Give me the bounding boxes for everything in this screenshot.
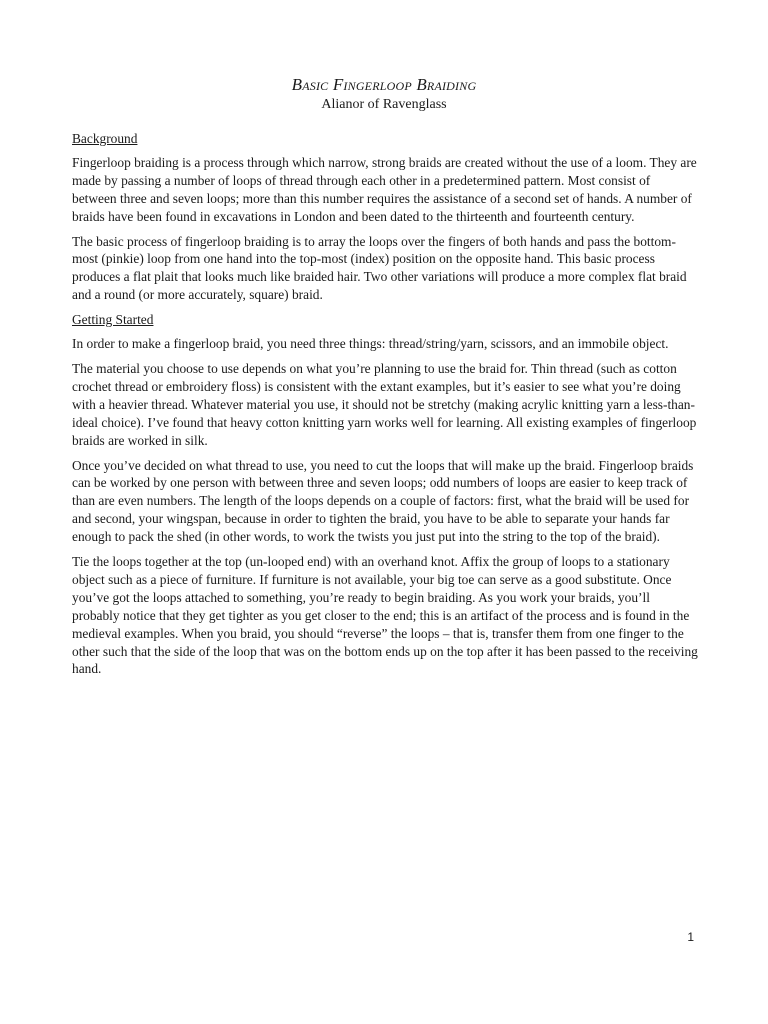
paragraph: Once you’ve decided on what thread to use, you need to cut the loops that will make up the braid. Fingerloop braids can be worked by one person with between three and seven loops; odd numbers of loops are easier to keep track of than are even numbers. The length of the loops depends on a couple of factors: first, what the braid will be used for and second, your wingspan, because in order to tighten the braid, you have to be able to separate your hands far enough to pack the shed (in other words, to work the twists you just put into the string to the top of the braid). <box>72 457 694 545</box>
section-heading-getting-started: Getting Started <box>72 312 154 328</box>
document-title: Basic Fingerloop Braiding <box>291 75 477 94</box>
paragraph: The basic process of fingerloop braiding is to array the loops over the fingers of both hands and pass the bottom-most (pinkie) loop from one hand into the top-most (index) position on the opposite hand. This basic process produces a flat plait that looks much like braided hair. Two other variations will produce a more complex flat braid and a round (or more accurately, square) braid. <box>72 233 687 303</box>
document-body <box>72 130 698 685</box>
page-number: 1 <box>687 930 694 944</box>
paragraph: In order to make a fingerloop braid, you need three things: thread/string/yarn, scissors, and an immobile object. <box>72 336 669 352</box>
paragraph: Fingerloop braiding is a process through which narrow, strong braids are created without the use of a loom. They are made by passing a number of loops of thread through each other in a predetermined pattern. Most consist of between three and seven loops; more than this number requires the assistance of a second set of hands. A number of braids have been found in excavations in London and been dated to the thirteenth and fourteenth century. <box>72 154 697 224</box>
section-heading-background: Background <box>72 131 138 146</box>
paragraph: Tie the loops together at the top (un-looped end) with an overhand knot. Affix the group of loops to a stationary object such as a piece of furniture. If furniture is not available, your big toe can serve as a good substitute. Once you’ve got the loops attached to something, you’re ready to begin braiding. As you work your braids, you’ll probably notice that they get tighter as you get closer to the end; this is an artifact of the process and is found in the medieval examples. When you braid, you should “reverse” the loops – that is, transfer them from one finger to the other such that the side of the loop that was on the bottom ends up on the top after it has been passed to the receiving hand. <box>72 554 698 677</box>
document-author: Alianor of Ravenglass <box>321 97 447 112</box>
paragraph: The material you choose to use depends on what you’re planning to use the braid for. Thin thread (such as cotton crochet thread or embroidery floss) is consistent with the extant examples, but it’s easier to see what you’re doing with a heavier thread. Whatever material you use, it should not be stretchy (making acrylic knitting yarn a less-than-ideal choice). I’ve found that heavy cotton knitting yarn works well for learning. All existing examples of fingerloop braids are worked in silk. <box>72 360 697 448</box>
